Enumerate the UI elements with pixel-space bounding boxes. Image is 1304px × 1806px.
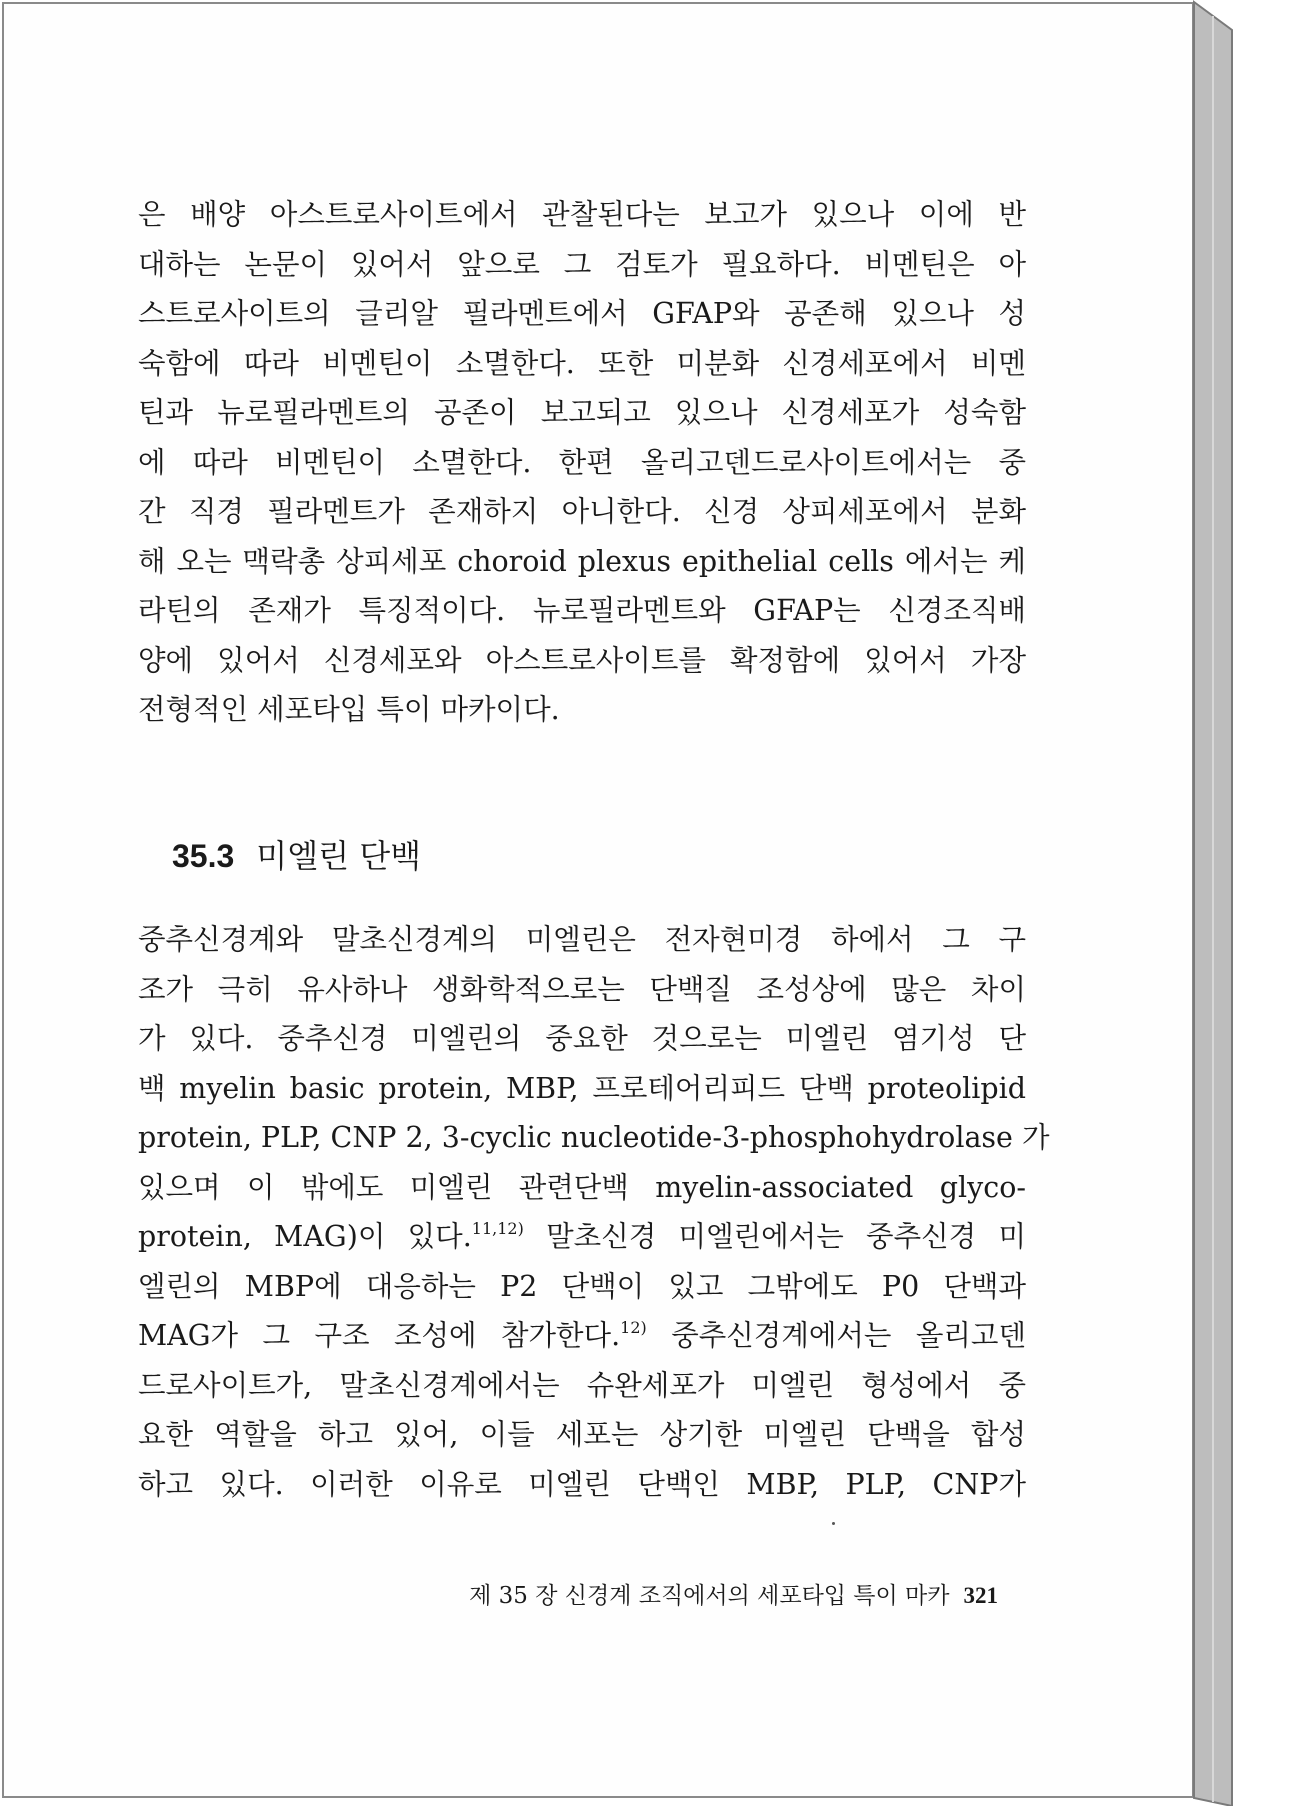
text-line: 에 따라 비멘틴이 소멸한다. 한편 올리고덴드로사이트에서는 중 xyxy=(138,445,1026,479)
text-line: 중추신경계와 말초신경계의 미엘린은 전자현미경 하에서 그 구 xyxy=(138,923,1026,956)
citation-superscript: 11,12) xyxy=(471,1219,524,1238)
text-line: 양에 있어서 신경세포와 아스트로사이트를 확정함에 있어서 가장 xyxy=(138,643,1026,677)
text-line xyxy=(138,1311,1026,1361)
section-heading xyxy=(172,836,421,876)
text-line: 해 오는 맥락총 상피세포 choroid plexus epithelial cells 에서는 케 xyxy=(138,544,1026,578)
text-line: 백 myelin basic protein, MBP, 프로테어리피드 단백 proteolipid xyxy=(138,1071,1026,1105)
text-run: protein, MAG)이 있다. xyxy=(138,1220,472,1253)
text-line: 틴과 뉴로필라멘트의 공존이 보고되고 있으나 신경세포가 성숙함 xyxy=(138,396,1026,429)
citation-superscript: 12) xyxy=(620,1318,647,1337)
text-line: 전형적인 세포타입 특이 마카이다. xyxy=(138,693,560,726)
text-line: 엘린의 MBP에 대응하는 P2 단백이 있고 그밖에도 P0 단백과 xyxy=(138,1269,1026,1303)
text-line: 하고 있다. 이러한 이유로 미엘린 단백인 MBP, PLP, CNP가 xyxy=(138,1467,1026,1501)
running-footer xyxy=(388,1581,998,1611)
text-line xyxy=(138,1212,1026,1262)
text-line: 드로사이트가, 말초신경계에서는 슈완세포가 미엘린 형성에서 중 xyxy=(138,1368,1026,1402)
section-title: 미엘린 단백 xyxy=(256,837,422,875)
text-run: 말초신경 미엘린에서는 중추신경 미 xyxy=(523,1220,1026,1253)
text-line: protein, PLP, CNP 2, 3-cyclic nucleotide-3-phosphohydrolase 가 xyxy=(138,1121,1050,1154)
text-line: 있으며 이 밖에도 미엘린 관련단백 myelin-associated glyco- xyxy=(138,1170,1026,1204)
paragraph-myelin-proteins xyxy=(138,915,1050,1509)
text-line: 숙함에 따라 비멘틴이 소멸한다. 또한 미분화 신경세포에서 비멘 xyxy=(138,346,1026,380)
text-line: 은 배양 아스트로사이트에서 관찰된다는 보고가 있으나 이에 반 xyxy=(138,198,1026,231)
text-run: MAG가 그 구조 조성에 참가한다. xyxy=(138,1319,621,1352)
page-number: 321 xyxy=(963,1583,998,1608)
text-line: 스트로사이트의 글리알 필라멘트에서 GFAP와 공존해 있으나 성 xyxy=(138,297,1026,330)
text-line: 라틴의 존재가 특징적이다. 뉴로필라멘트와 GFAP는 신경조직배 xyxy=(138,594,1026,627)
chapter-label: 제 35 장 신경계 조직에서의 세포타입 특이 마카 xyxy=(469,1583,950,1609)
section-number: 35.3 xyxy=(172,838,235,874)
text-run: 중추신경계에서는 올리고덴 xyxy=(646,1319,1026,1352)
text-line: 가 있다. 중추신경 미엘린의 중요한 것으로는 미엘린 염기성 단 xyxy=(138,1022,1026,1055)
text-line: 조가 극히 유사하나 생화학적으로는 단백질 조성상에 많은 차이 xyxy=(138,972,1026,1006)
text-line: 요한 역할을 하고 있어, 이들 세포는 상기한 미엘린 단백을 합성 xyxy=(138,1418,1026,1451)
print-speck xyxy=(832,1522,835,1525)
text-line: 대하는 논문이 있어서 앞으로 그 검토가 필요하다. 비멘틴은 아 xyxy=(138,247,1026,281)
paragraph-vimentin xyxy=(138,190,1026,735)
text-line: 간 직경 필라멘트가 존재하지 아니한다. 신경 상피세포에서 분화 xyxy=(138,495,1026,528)
